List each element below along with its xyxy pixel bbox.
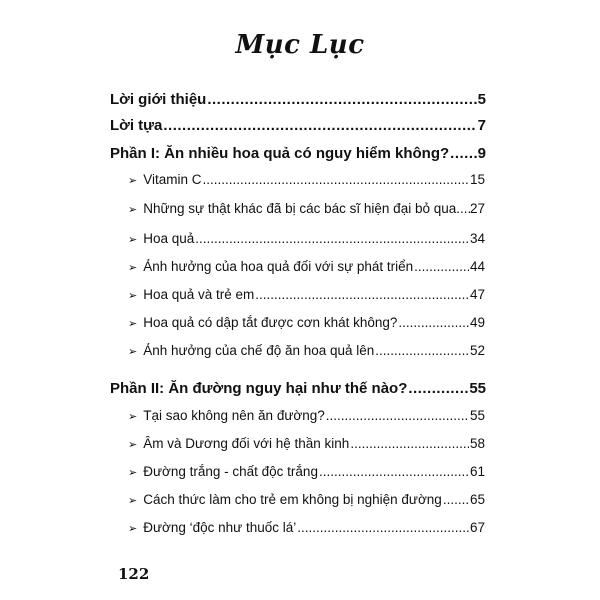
toc-entry-phan-1 (110, 145, 486, 162)
toc-entry-label: Âm và Dương đối với hệ thần kinh (143, 436, 350, 451)
toc-entry-label: Đường ‘độc như thuốc lá’ (143, 520, 297, 535)
arrow-bullet-icon: ➢ (128, 439, 138, 451)
arrow-bullet-icon: ➢ (128, 262, 138, 274)
toc-subentry-hoa-qua (128, 231, 485, 246)
leader-dots (350, 436, 469, 451)
toc-entry-page: 55 (469, 408, 485, 423)
leader-dots (443, 492, 469, 507)
toc-entry-page: 5 (477, 91, 486, 108)
leader-dots (375, 343, 469, 358)
toc-entry-page: 61 (469, 464, 485, 479)
leader-dots (456, 201, 470, 216)
toc-subentry-am-va-duong (128, 436, 485, 451)
leader-dots (450, 145, 476, 162)
leader-dots (203, 172, 469, 187)
toc-subentry-che-do-an-hoa-qua (128, 343, 485, 358)
leader-dots (326, 408, 469, 423)
toc-entry-page: 49 (469, 315, 485, 330)
toc-subentry-hoa-qua-va-tre-em (128, 287, 485, 302)
arrow-bullet-icon: ➢ (128, 523, 138, 535)
page-number: 122 (118, 565, 150, 583)
toc-entry-loi-tua (110, 117, 486, 134)
toc-entry-page: 15 (469, 172, 485, 187)
toc-entry-loi-gioi-thieu (110, 91, 486, 108)
toc-entry-page: 58 (469, 436, 485, 451)
toc-entry-page: 9 (477, 145, 486, 162)
leader-dots (195, 231, 469, 246)
arrow-bullet-icon: ➢ (128, 290, 138, 302)
leader-dots (297, 520, 469, 535)
toc-entry-label: Lời giới thiệu (110, 91, 207, 108)
toc-entry-page: 7 (477, 117, 486, 134)
leader-dots (319, 464, 469, 479)
toc-entry-page: 55 (469, 380, 486, 397)
toc-subentry-doc-nhu-thuoc-la (128, 520, 485, 535)
leader-dots (398, 315, 469, 330)
toc-entry-page: 65 (469, 492, 485, 507)
toc-entry-label: Phần I: Ăn nhiều hoa quả có nguy hiểm không? (110, 145, 450, 162)
arrow-bullet-icon: ➢ (128, 495, 138, 507)
toc-subentry-nhung-su-that (128, 201, 485, 216)
toc-subentry-vitamin-c (128, 172, 485, 187)
toc-entry-label: Ảnh hưởng của chế độ ăn hoa quả lên (143, 343, 375, 358)
toc-entry-label: Hoa quả có dập tắt được cơn khát không? (143, 315, 398, 330)
page-title: Mục Lục (235, 30, 365, 60)
toc-entry-label: Phần II: Ăn đường nguy hại như thế nào? (110, 380, 408, 397)
toc-entry-label: Đường trắng - chất độc trắng (143, 464, 318, 479)
toc-entry-phan-2 (110, 380, 486, 397)
arrow-bullet-icon: ➢ (128, 204, 138, 216)
toc-entry-label: Hoa quả (143, 231, 195, 246)
arrow-bullet-icon: ➢ (128, 175, 138, 187)
leader-dots (255, 287, 469, 302)
toc-subentry-cach-thuc (128, 492, 485, 507)
toc-entry-label: Lời tựa (110, 117, 163, 134)
toc-entry-page: 44 (469, 259, 485, 274)
arrow-bullet-icon: ➢ (128, 411, 138, 423)
toc-subentry-anh-huong-phat-trien (128, 259, 485, 274)
leader-dots (414, 259, 469, 274)
toc-entry-page: 67 (469, 520, 485, 535)
toc-subentry-dap-tat-con-khat (128, 315, 485, 330)
toc-entry-page: 27 (469, 201, 485, 216)
toc-entry-label: Những sự thật khác đã bị các bác sĩ hiện đại bỏ qua (143, 201, 457, 216)
arrow-bullet-icon: ➢ (128, 234, 138, 246)
toc-subentry-duong-trang (128, 464, 485, 479)
toc-entry-page: 34 (469, 231, 485, 246)
toc-subentry-tai-sao-khong-an-duong (128, 408, 485, 423)
toc-entry-page: 52 (469, 343, 485, 358)
arrow-bullet-icon: ➢ (128, 318, 138, 330)
toc-entry-label: Vitamin C (143, 172, 202, 187)
toc-entry-label: Hoa quả và trẻ em (143, 287, 255, 302)
toc-entry-page: 47 (469, 287, 485, 302)
toc-entry-label: Tại sao không nên ăn đường? (143, 408, 325, 423)
leader-dots (163, 117, 476, 134)
arrow-bullet-icon: ➢ (128, 346, 138, 358)
leader-dots (207, 91, 476, 108)
toc-entry-label: Ảnh hưởng của hoa quả đối với sự phát triển (143, 259, 414, 274)
toc-entry-label: Cách thức làm cho trẻ em không bị nghiện đường (143, 492, 442, 507)
leader-dots (408, 380, 468, 397)
arrow-bullet-icon: ➢ (128, 467, 138, 479)
